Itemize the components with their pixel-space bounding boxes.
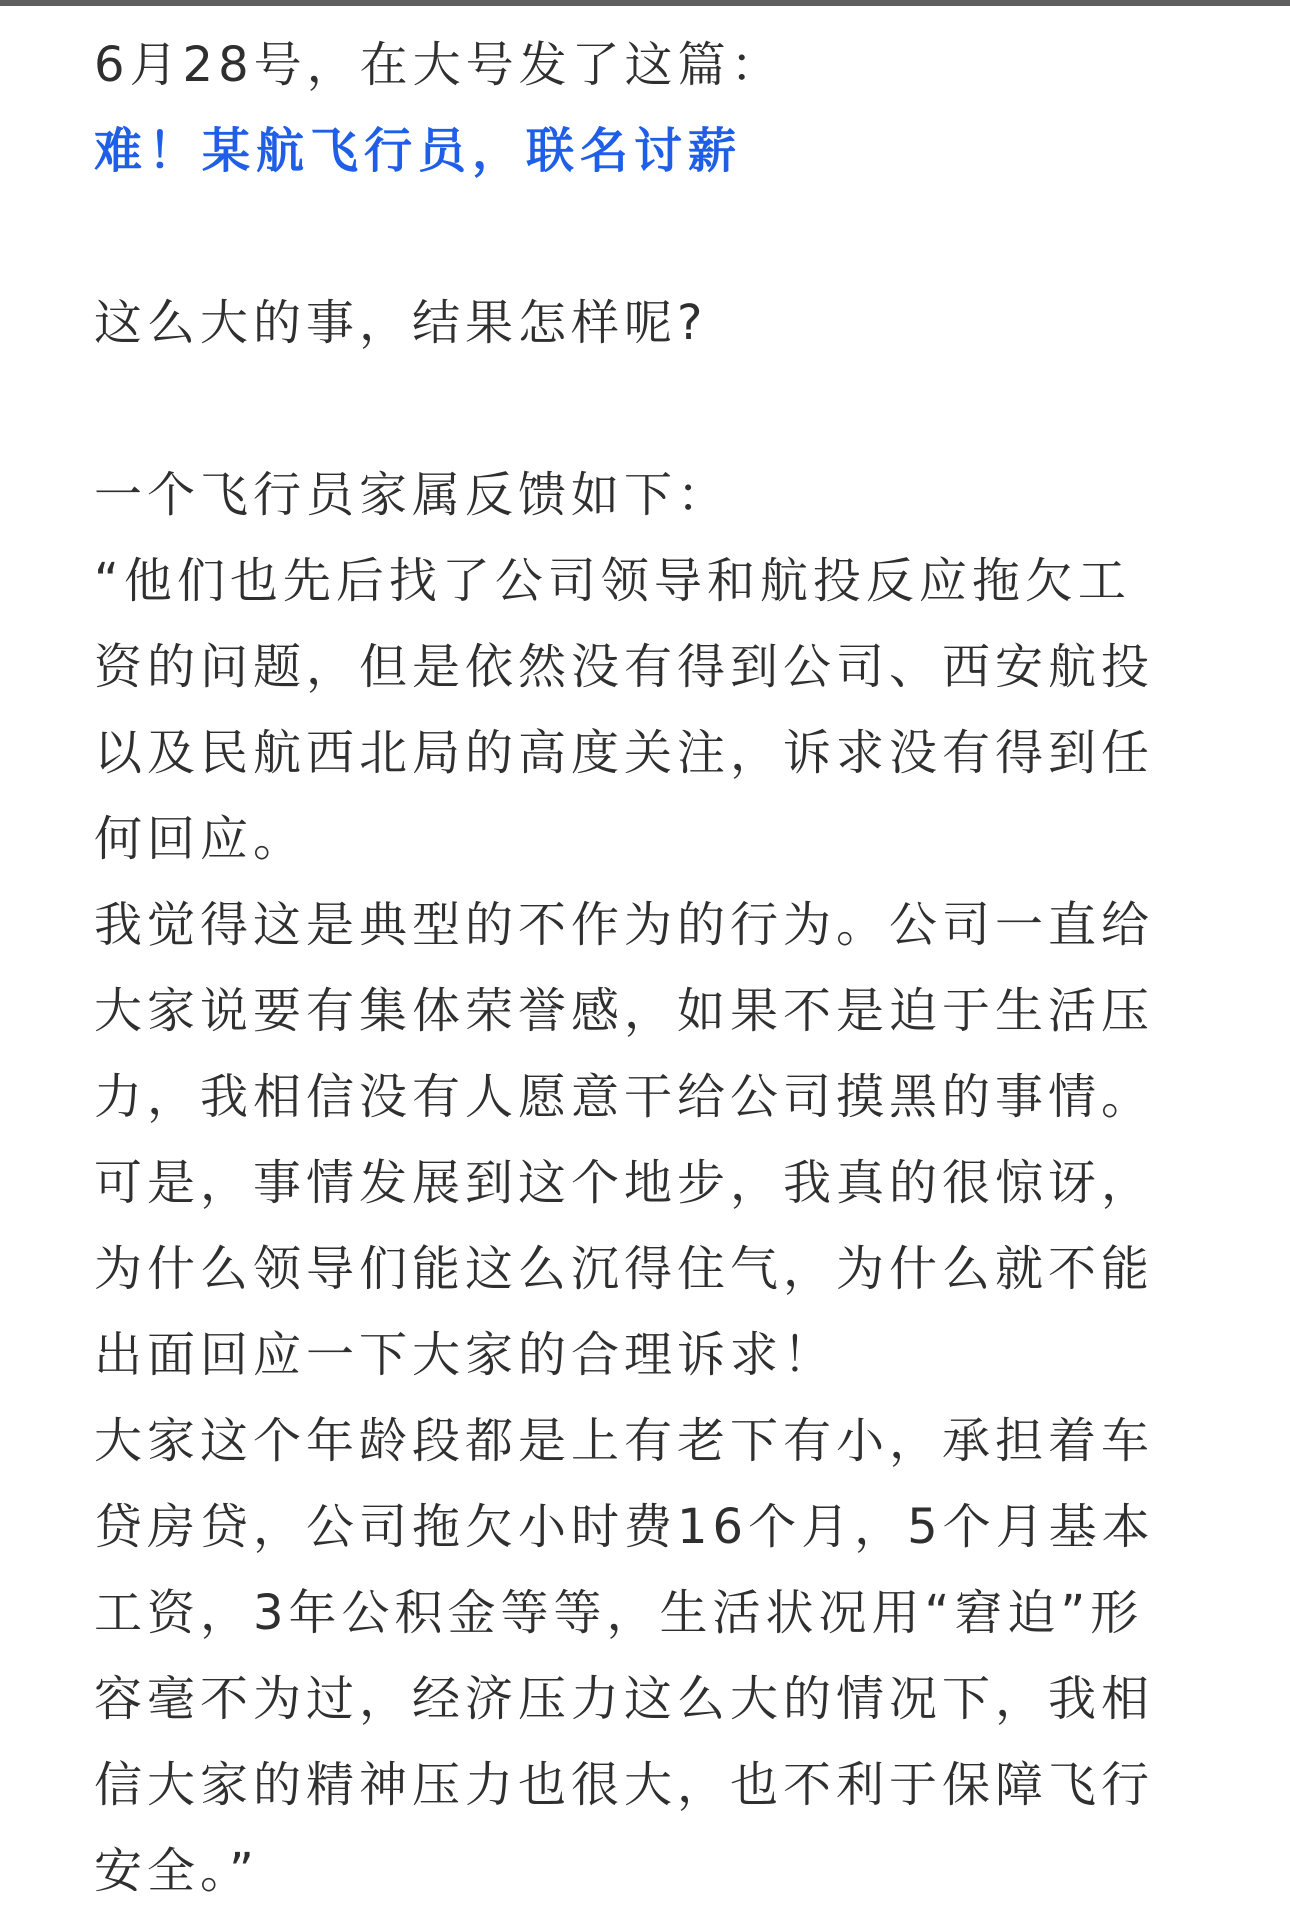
top-status-strip <box>0 0 1290 6</box>
quote-line: 资的问题，但是依然没有得到公司、西安航投 <box>94 639 1155 695</box>
quote-line: 安全。” <box>94 1843 259 1899</box>
quote-line: 力，我相信没有人愿意干给公司摸黑的事情。 <box>94 1069 1155 1125</box>
quote-line: 我觉得这是典型的不作为的行为。公司一直给 <box>94 897 1155 953</box>
quote-line: “他们也先后找了公司领导和航投反应拖欠工 <box>94 553 1131 609</box>
quote-line: 大家这个年龄段都是上有老下有小，承担着车 <box>94 1413 1155 1469</box>
quote-line: 贷房贷，公司拖欠小时费16个月，5个月基本 <box>94 1499 1155 1555</box>
quote-line: 何回应。 <box>94 811 307 867</box>
quote-line: 工资，3年公积金等等，生活状况用“窘迫”形 <box>94 1585 1144 1641</box>
paragraph-spacer <box>94 366 1204 452</box>
feedback-intro-line: 一个飞行员家属反馈如下： <box>94 467 731 523</box>
article-title-link[interactable]: 难！某航飞行员，联名讨薪 <box>94 123 743 179</box>
paragraph-spacer <box>94 194 1204 280</box>
quote-line: 为什么领导们能这么沉得住气，为什么就不能 <box>94 1241 1155 1297</box>
quote-line: 以及民航西北局的高度关注，诉求没有得到任 <box>94 725 1155 781</box>
intro-date-line: 6月28号，在大号发了这篇： <box>94 37 784 93</box>
quote-line: 可是，事情发展到这个地步，我真的很惊讶， <box>94 1155 1155 1211</box>
quote-line: 容毫不为过，经济压力这么大的情况下，我相 <box>94 1671 1155 1727</box>
quote-line: 信大家的精神压力也很大，也不利于保障飞行 <box>94 1757 1155 1813</box>
question-line: 这么大的事，结果怎样呢? <box>94 295 708 351</box>
article-body <box>94 22 1204 1914</box>
quote-line: 大家说要有集体荣誉感，如果不是迫于生活压 <box>94 983 1155 1039</box>
quote-line: 出面回应一下大家的合理诉求！ <box>94 1327 837 1383</box>
